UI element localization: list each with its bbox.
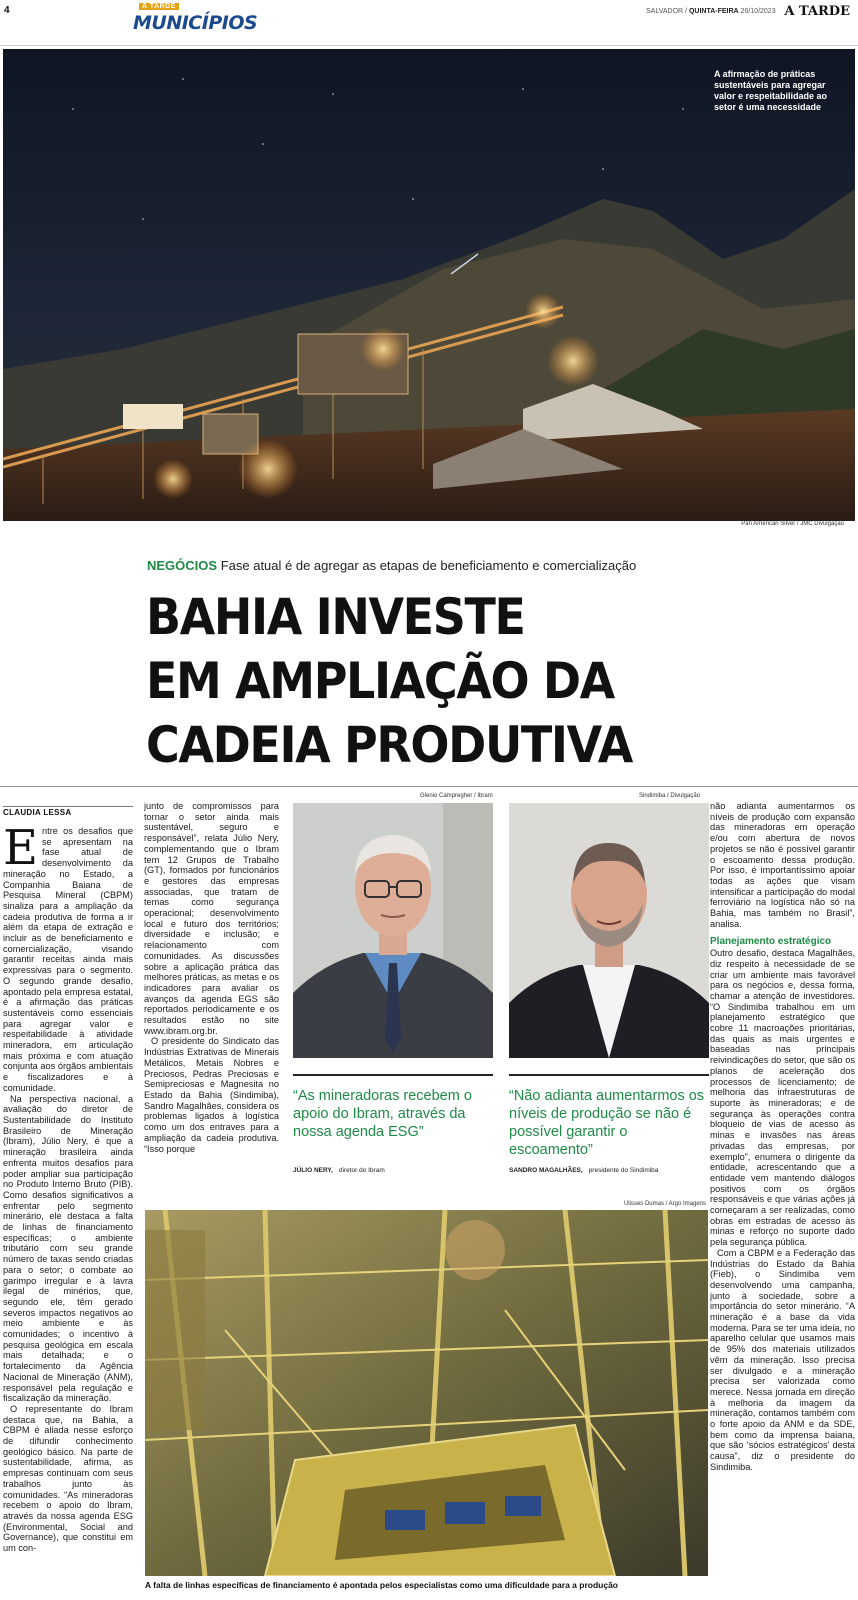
newspaper-name: A TARDE xyxy=(784,4,850,19)
paragraph: O representante do Ibram destaca que, na Bahia, a CBPM é aliada nesse esforço de difundir conhecimento geológico básico. Na parte de sustentabilidade, afirma, as empresas continuam com seus trabalhos junto às comunidades. “As mineradoras recebem o apoio do Ibram, através da nossa agenda ESG (Environmental, Social and Governance), que constitui em um con- xyxy=(3,1403,133,1554)
article-column-2 xyxy=(144,801,279,1173)
paragraph: O presidente do Sindicato das Indústrias Extrativas de Minerais Metálicos, Metais Nobres e Preciosos, Pedras Preciosas e Semipreciosas e Magnesita no Estado da Bahia (Sindimiba), Sandro Magalhães, considera os problemas ligados à logística como um dos entraves para a ampliação da cadeia produtiva. “Isso porque xyxy=(144,1036,279,1154)
byline-rule xyxy=(3,806,133,807)
portrait-sandro-magalhaes xyxy=(509,803,709,1058)
quote-2-role: presidente do Sindimiba xyxy=(588,1167,659,1174)
paragraph: Outro desafio, destaca Magalhães, diz respeito à necessidade de se criar um ambiente mais favorável para os negócios e, dessa forma, chamar a atenção de investidores. “O Sindimiba trabalhou em um planejamento estratégico que cobre 11 macroações prioritárias, das quais as mais urgentes e baseadas nas principais reivindicações do setor, que são os planos de aceleração dos processos de licenciamento; de melhoria das infraestruturas de suporte às mineradoras; e de segurança às operações contra bloqueio de vias de acesso às minas e invasões nas áreas privadas das empresas, por exemplo”, enumera o dirigente da entidade, acrescentando que a entidade vem mantendo diálogos positivos com os órgãos responsáveis e que várias ações já começaram a ser realizadas, como obras em estradas de acesso às minas e reforço no suporte dado pela segurança pública. xyxy=(710,948,855,1248)
edition-info: SALVADOR / QUINTA-FEIRA 26/10/2023 xyxy=(646,8,776,15)
section-label: NEGÓCIOS xyxy=(147,558,218,573)
headline-line: EM AMPLIAÇÃO DA xyxy=(146,652,614,710)
logo-title: MUNICÍPIOS xyxy=(133,12,258,34)
paragraph: Na perspectiva nacional, a avaliação do diretor de Sustentabilidade do Instituto Brasileiro de Mineração (Ibram), Júlio Nery, é que a mineração brasileira ainda enfrenta muitos desafios para poder ampliar sua participação no Produto Interno Bruto (PIB). Como desafios significativos a enfrentar pelo segmento minerário, ele destaca a falta de linhas de financiamento específicas; o ambiente tributário com seu grande número de taxas sendo criadas para o setor; o combate ao garimpo irregular e à lavra ilegal de minérios, que, segundo ele, têm gerado severos impactos negativos ao meio ambiente e às comunidades; o incentivo à pesquisa geológica em escala mais detalhada; e o fortalecimento da Agência Nacional de Mineração (ANM), responsável pela regulação e fiscalização da mineração. xyxy=(3,1093,133,1404)
bottom-photo-plant-interior xyxy=(145,1210,708,1576)
plant-interior-illustration xyxy=(145,1210,708,1576)
quote-1-name: JÚLIO NERY, xyxy=(293,1167,333,1174)
kicker-text: Fase atual é de agregar as etapas de beneficiamento e comercialização xyxy=(220,558,637,573)
quote-2-name: SANDRO MAGALHÃES, xyxy=(509,1167,583,1174)
top-photo-credit: Pan American Silver / JMC Divulgação xyxy=(741,521,844,527)
pull-quote-2: “Não adianta aumentarmos os níveis de produção se não é possível garantir o escoamento” xyxy=(509,1088,705,1158)
bottom-photo-credit: Ulisses Dumas / Argo Imagens xyxy=(623,1201,706,1207)
portrait-1-illustration xyxy=(293,803,493,1058)
edition-city: SALVADOR xyxy=(646,8,684,15)
portrait-2-illustration xyxy=(509,803,709,1058)
edition-date: 26/10/2023 xyxy=(740,8,776,15)
author-byline: CLAUDIA LESSA xyxy=(3,808,72,817)
article-kicker xyxy=(147,558,636,573)
pull-quote-1-attribution xyxy=(293,1167,385,1174)
paragraph: Com a CBPM e a Federação das Indústrias do Estado da Bahia (Fieb), o Sindimiba vem desenvolvendo uma campanha, junto à sociedade, sobre a importância do setor minerário. “A mineração é a base da vida moderna. Para se ter uma ideia, no aparelho celular que usamos mais de 95% dos materiais utilizados vêm da mineração. Isso precisa ser divulgado e a mineração precisa ser valorizada como merece. Nessa jornada em direção à melhoria da imagem da mineração, contamos também com o forte apoio da ANM e da SDE, bem como da imprensa baiana, que são ‘sócios estratégicos’ desta causa”, diz o presidente do Sindimiba. xyxy=(710,1247,855,1472)
paragraph: não adianta aumentarmos os níveis de produção com expansão das mineradoras em operação e/ou com abertura de novos projetos se não é possível garantir o escoamento dessa produção. Por isso, é importantíssimo apoiar todas as ações que visam intensificar a participação do modal ferroviário na logística não só na Bahia, mas também no Brasil”, analisa. xyxy=(710,801,855,929)
article-column-1 xyxy=(3,826,133,1596)
quote-1-rule xyxy=(293,1074,493,1076)
top-photo-caption: A afirmação de práticas sustentáveis para agregar valor e respeitabilidade ao setor é uma necessidade xyxy=(714,69,828,112)
page-number: 4 xyxy=(4,5,10,16)
paragraph xyxy=(3,826,133,1094)
page-header xyxy=(0,0,858,46)
headline-line: CADEIA PRODUTIVA xyxy=(146,716,632,774)
section-subhead: Planejamento estratégico xyxy=(710,936,832,948)
quote-2-rule xyxy=(509,1074,709,1076)
top-photo-mine-night xyxy=(3,49,855,521)
drop-cap: E xyxy=(3,826,39,876)
paragraph: junto de compromissos para tornar o setor ainda mais sustentável, seguro e responsável”, relata Júlio Nery, complementando que o Ibram tem 12 Grupos de Trabalho (GT), formados por funcionários e gestores das empresas associadas, que tratam de temas como segurança operacional; desenvolvimento local e futuro dos territórios; diversidade e inclusão; e relacionamento com comunidades. As discussões sobre a aplicação prática das melhores práticas, as metas e os indicadores para avaliar os avanços da agenda EGS são reportados periodicamente e os resultados estão no site www.ibram.org.br. xyxy=(144,801,279,1036)
portrait-julio-nery xyxy=(293,803,493,1058)
article-headline xyxy=(146,585,661,777)
quote-1-role: diretor do Ibram xyxy=(338,1167,385,1174)
bottom-photo-caption: A falta de linhas específicas de financiamento é apontada pelos especialistas como uma dificuldade para a produção xyxy=(145,1580,618,1590)
portrait-2-credit: Sindimiba / Divulgação xyxy=(639,793,701,799)
paragraph-text: ntre os desafios que se apresentam na fase atual de desenvolvimento da mineração no Estado, a Companhia Baiana de Pesquisa Mineral (CBPM) sinaliza para a ampliação da cadeia produtiva de forma a ir além da etapa de extração e incluir as de beneficiamento e comercialização, visando garantir receitas ainda mais expressivas para o segmento. O segundo grande desafio, apontado pela empresa estatal, é a afirmação das práticas sustentáveis como essenciais para agregar valor e respeitabilidade à atividade mineradora, em articulação mais próxima e com atuação conjunta aos órgãos ambientais e fiscalizadores e à comunidade. xyxy=(3,826,133,1093)
portrait-1-credit: Glenio Campregher / Ibram xyxy=(420,793,493,799)
pull-quote-1: “As mineradoras recebem o apoio do Ibram, através da nossa agenda ESG” xyxy=(293,1088,472,1140)
section-divider xyxy=(0,786,858,787)
headline-line: BAHIA INVESTE xyxy=(146,588,525,646)
night-mine-illustration xyxy=(3,49,855,521)
article-column-5 xyxy=(710,801,855,1598)
section-logo xyxy=(133,3,258,34)
pull-quote-2-attribution xyxy=(509,1167,658,1174)
edition-weekday: QUINTA-FEIRA xyxy=(688,8,739,15)
logo-top-label: A TARDE xyxy=(139,3,179,10)
